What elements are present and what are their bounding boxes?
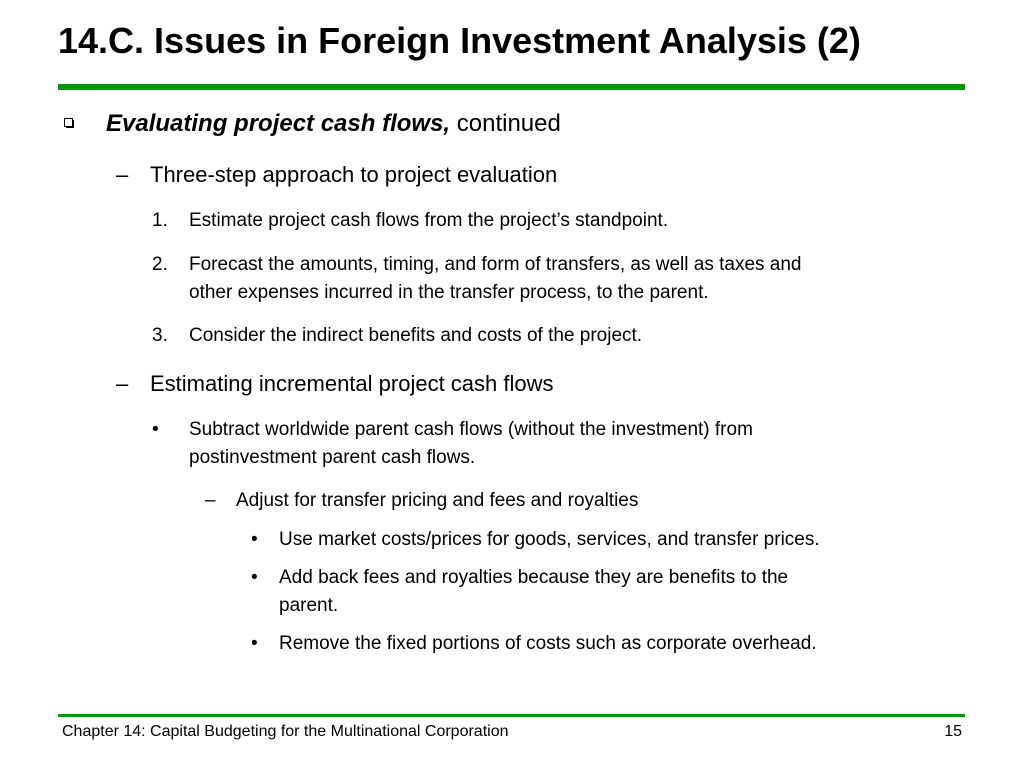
heading-continued: continued (450, 110, 561, 137)
bullet-text: Subtract worldwide parent cash flows (without the investment) from (189, 419, 753, 440)
step-text: other expenses incurred in the transfer process, to the parent. (189, 282, 709, 303)
step-text: Estimate project cash flows from the project’s standpoint. (189, 210, 669, 231)
dash-marker: – (116, 371, 129, 396)
sub-bullet-text: parent. (279, 595, 339, 616)
sub-bullet-text: Use market costs/prices for goods, services, and transfer prices. (279, 529, 820, 550)
bullet-dot: • (251, 567, 258, 588)
section-text: Three-step approach to project evaluation (150, 162, 558, 187)
dash-marker: – (116, 162, 129, 187)
page-number: 15 (944, 723, 962, 740)
bullet-dot: • (251, 633, 258, 654)
sub-section-text: Adjust for transfer pricing and fees and royalties (236, 490, 639, 511)
heading-emphasis: Evaluating project cash flows, (106, 110, 451, 137)
step-number: 1. (152, 210, 168, 231)
bullet-dot: • (152, 419, 159, 440)
bullet-text: postinvestment parent cash flows. (189, 447, 476, 468)
step-number: 3. (152, 325, 168, 346)
step-text: Forecast the amounts, timing, and form of transfers, as well as taxes and (189, 254, 802, 275)
heading-text (106, 108, 561, 140)
step-number: 2. (152, 254, 168, 275)
hollow-square-bullet-icon (64, 118, 74, 128)
bullet-dot: • (251, 529, 258, 550)
section-text: Estimating incremental project cash flows (150, 371, 554, 396)
dash-marker: – (205, 490, 216, 511)
slide-title: 14.C. Issues in Foreign Investment Analysis (2) (58, 20, 861, 61)
sub-bullet-text: Add back fees and royalties because they are benefits to the (279, 567, 789, 588)
step-text: Consider the indirect benefits and costs of the project. (189, 325, 643, 346)
footer-divider (58, 714, 965, 717)
title-divider (58, 84, 965, 90)
footer-chapter: Chapter 14: Capital Budgeting for the Multinational Corporation (62, 723, 509, 740)
sub-bullet-text: Remove the fixed portions of costs such as corporate overhead. (279, 633, 817, 654)
